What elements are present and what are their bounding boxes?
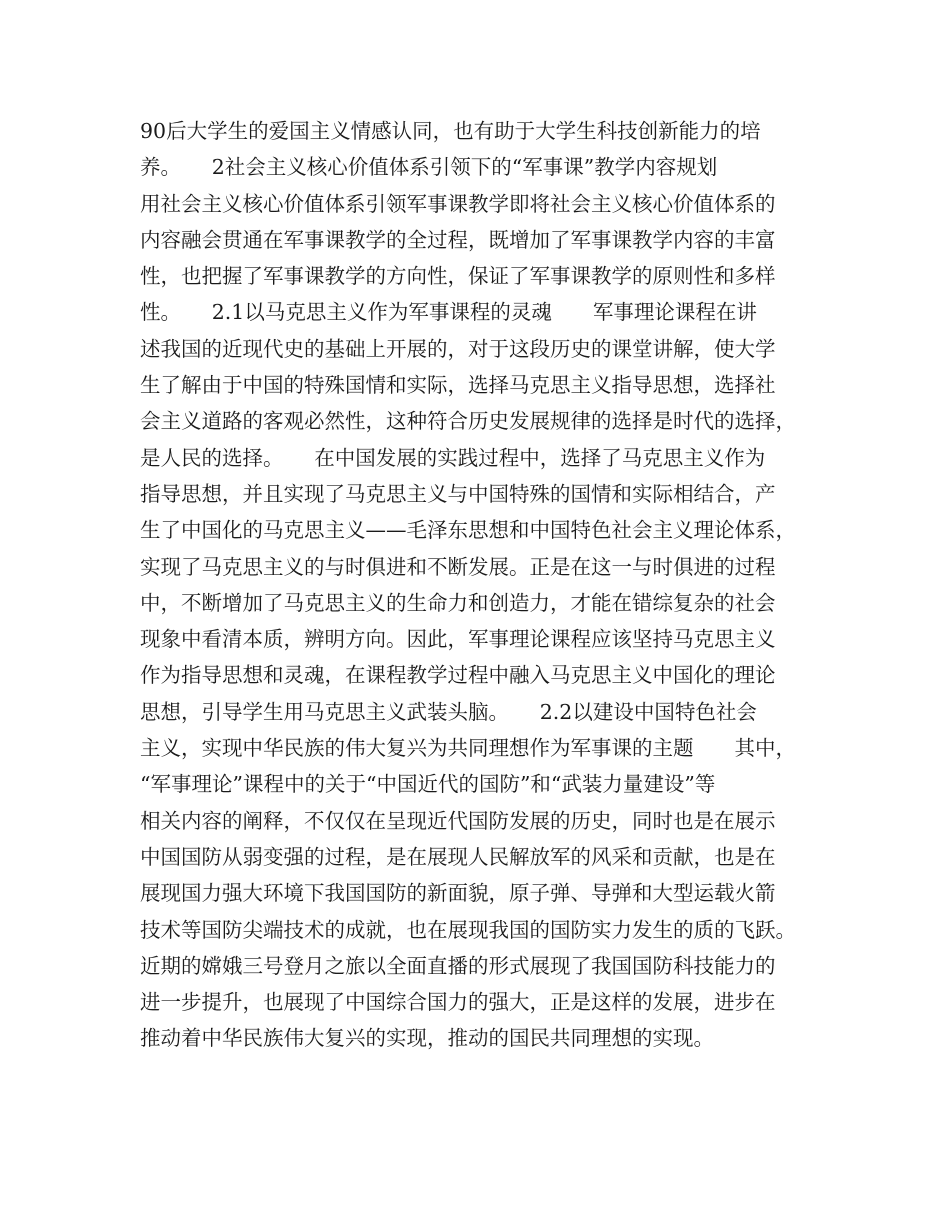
text-line: 思想，引导学生用马克思主义武装头脑。 2.2以建设中国特色社会 (140, 699, 757, 724)
text-line: “军事理论”课程中的关于“中国近代的国防”和“武装力量建设”等 (140, 772, 716, 797)
text-line: 是人民的选择。 在中国发展的实践过程中，选择了马克思主义作为 (140, 445, 766, 470)
text-line: 相关内容的阐释，不仅仅在呈现近代国防发展的历史，同时也是在展示 (140, 808, 776, 833)
text-line: 现象中看清本质，辨明方向。因此，军事理论课程应该坚持马克思主义 (140, 627, 776, 652)
text-line: 推动着中华民族伟大复兴的实现，推动的国民共同理想的实现。 (140, 1026, 714, 1051)
text-line: 用社会主义核心价值体系引领军事课教学即将社会主义核心价值体系的 (140, 191, 776, 216)
text-line: 生了中国化的马克思主义——毛泽东思想和中国特色社会主义理论体系， (140, 518, 796, 543)
text-line: 近期的嫦娥三号登月之旅以全面直播的形式展现了我国国防科技能力的 (140, 953, 776, 978)
text-line: 主义，实现中华民族的伟大复兴为共同理想作为军事课的主题 其中， (140, 736, 796, 761)
text-line: 性，也把握了军事课教学的方向性，保证了军事课教学的原则性和多样 (140, 264, 776, 289)
text-line: 内容融会贯通在军事课教学的全过程，既增加了军事课教学内容的丰富 (140, 227, 776, 252)
text-line: 中，不断增加了马克思主义的生命力和创造力，才能在错综复杂的社会 (140, 590, 776, 615)
text-line: 述我国的近现代史的基础上开展的，对于这段历史的课堂讲解，使大学 (140, 336, 776, 361)
text-line: 作为指导思想和灵魂，在课程教学过程中融入马克思主义中国化的理论 (140, 663, 776, 688)
text-line: 生了解由于中国的特殊国情和实际，选择马克思主义指导思想，选择社 (140, 373, 776, 398)
text-line: 中国国防从弱变强的过程，是在展现人民解放军的风采和贡献，也是在 (140, 844, 776, 869)
text-line: 展现国力强大环境下我国国防的新面貌，原子弹、导弹和大型运载火箭 (140, 881, 776, 906)
text-line: 性。 2.1以马克思主义作为军事课程的灵魂 军事理论课程在讲 (140, 300, 757, 325)
text-line: 会主义道路的客观必然性，这种符合历史发展规律的选择是时代的选择， (140, 409, 796, 434)
text-line: 进一步提升，也展现了中国综合国力的强大，正是这样的发展，进步在 (140, 990, 776, 1015)
text-line: 技术等国防尖端技术的成就，也在展现我国的国防实力发生的质的飞跃。 (140, 917, 796, 942)
text-line: 养。 2社会主义核心价值体系引领下的“军事课”教学内容规划 (140, 155, 718, 180)
text-line: 实现了马克思主义的与时俱进和不断发展。正是在这一与时俱进的过程 (140, 554, 776, 579)
body-text (140, 113, 860, 1057)
text-line: 90后大学生的爱国主义情感认同，也有助于大学生科技创新能力的培 (140, 119, 761, 143)
text-line: 指导思想，并且实现了马克思主义与中国特殊的国情和实际相结合，产 (140, 481, 776, 506)
